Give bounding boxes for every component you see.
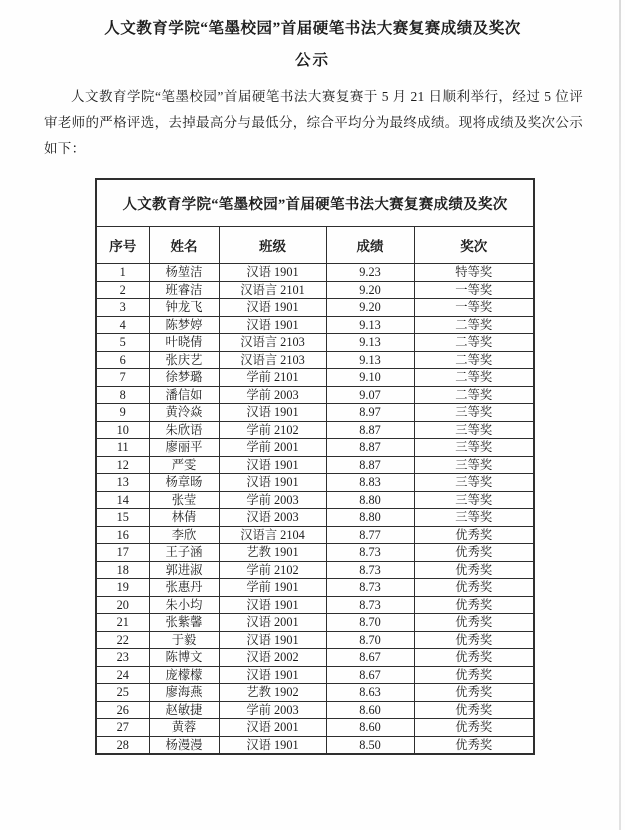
cell-index: 23 [96, 649, 149, 667]
cell-name: 班睿洁 [149, 281, 219, 299]
cell-index: 24 [96, 666, 149, 684]
cell-name: 郭进淑 [149, 561, 219, 579]
cell-class: 艺教 1901 [219, 544, 326, 562]
cell-index: 14 [96, 491, 149, 509]
cell-name: 杨堃洁 [149, 264, 219, 282]
cell-award: 一等奖 [414, 299, 534, 317]
cell-award: 优秀奖 [414, 736, 534, 754]
cell-award: 优秀奖 [414, 579, 534, 597]
cell-name: 张莹 [149, 491, 219, 509]
cell-score: 8.50 [326, 736, 414, 754]
cell-score: 8.67 [326, 666, 414, 684]
table-header-row [96, 227, 534, 264]
cell-score: 8.73 [326, 596, 414, 614]
cell-index: 22 [96, 631, 149, 649]
header-cell-score: 成绩 [326, 227, 414, 264]
cell-score: 8.80 [326, 491, 414, 509]
table-row [96, 386, 534, 404]
table-row [96, 369, 534, 387]
cell-award: 优秀奖 [414, 561, 534, 579]
cell-award: 优秀奖 [414, 684, 534, 702]
cell-class: 学前 2101 [219, 369, 326, 387]
table-row [96, 334, 534, 352]
cell-name: 杨漫漫 [149, 736, 219, 754]
cell-award: 优秀奖 [414, 631, 534, 649]
cell-index: 18 [96, 561, 149, 579]
cell-class: 汉语言 2103 [219, 334, 326, 352]
table-row [96, 719, 534, 737]
cell-name: 于毅 [149, 631, 219, 649]
cell-award: 优秀奖 [414, 596, 534, 614]
table-row [96, 474, 534, 492]
cell-score: 8.87 [326, 421, 414, 439]
cell-award: 三等奖 [414, 474, 534, 492]
table-row [96, 596, 534, 614]
cell-class: 汉语 1901 [219, 596, 326, 614]
table-row [96, 701, 534, 719]
cell-name: 张紫馨 [149, 614, 219, 632]
header-cell-name: 姓名 [149, 227, 219, 264]
cell-award: 优秀奖 [414, 649, 534, 667]
table-row [96, 526, 534, 544]
cell-index: 8 [96, 386, 149, 404]
table-row [96, 666, 534, 684]
cell-score: 8.73 [326, 561, 414, 579]
cell-award: 三等奖 [414, 509, 534, 527]
cell-score: 8.70 [326, 631, 414, 649]
cell-award: 优秀奖 [414, 544, 534, 562]
table-row [96, 316, 534, 334]
cell-score: 8.67 [326, 649, 414, 667]
cell-name: 朱欣语 [149, 421, 219, 439]
cell-award: 优秀奖 [414, 719, 534, 737]
cell-score: 8.87 [326, 439, 414, 457]
cell-index: 2 [96, 281, 149, 299]
cell-class: 汉语 2001 [219, 719, 326, 737]
table-row [96, 404, 534, 422]
cell-name: 潘信如 [149, 386, 219, 404]
cell-class: 汉语言 2103 [219, 351, 326, 369]
cell-index: 12 [96, 456, 149, 474]
cell-index: 17 [96, 544, 149, 562]
cell-index: 25 [96, 684, 149, 702]
cell-award: 优秀奖 [414, 614, 534, 632]
cell-index: 3 [96, 299, 149, 317]
cell-award: 二等奖 [414, 334, 534, 352]
cell-class: 汉语 1901 [219, 316, 326, 334]
page-subtitle: 公示 [294, 52, 330, 69]
cell-award: 三等奖 [414, 421, 534, 439]
cell-index: 20 [96, 596, 149, 614]
cell-award: 二等奖 [414, 369, 534, 387]
cell-name: 陈博文 [149, 649, 219, 667]
cell-class: 学前 1901 [219, 579, 326, 597]
cell-index: 5 [96, 334, 149, 352]
cell-class: 汉语 1901 [219, 666, 326, 684]
cell-score: 8.87 [326, 456, 414, 474]
cell-class: 学前 2102 [219, 421, 326, 439]
cell-index: 26 [96, 701, 149, 719]
cell-name: 严雯 [149, 456, 219, 474]
cell-class: 艺教 1902 [219, 684, 326, 702]
cell-name: 张庆艺 [149, 351, 219, 369]
cell-class: 学前 2003 [219, 701, 326, 719]
cell-class: 汉语言 2104 [219, 526, 326, 544]
results-table [95, 178, 535, 755]
cell-score: 8.70 [326, 614, 414, 632]
cell-name: 陈梦婷 [149, 316, 219, 334]
cell-name: 廖海燕 [149, 684, 219, 702]
cell-score: 9.20 [326, 281, 414, 299]
cell-index: 4 [96, 316, 149, 334]
cell-name: 林倩 [149, 509, 219, 527]
table-row [96, 264, 534, 282]
cell-index: 16 [96, 526, 149, 544]
cell-score: 8.77 [326, 526, 414, 544]
header-cell-award: 奖次 [414, 227, 534, 264]
table-row [96, 421, 534, 439]
table-caption: 人文教育学院“笔墨校园”首届硬笔书法大赛复赛成绩及奖次 [96, 179, 534, 227]
cell-name: 李欣 [149, 526, 219, 544]
cell-class: 汉语 2001 [219, 614, 326, 632]
cell-index: 11 [96, 439, 149, 457]
cell-score: 9.13 [326, 351, 414, 369]
cell-class: 汉语 1901 [219, 456, 326, 474]
cell-score: 8.83 [326, 474, 414, 492]
cell-class: 汉语 1901 [219, 404, 326, 422]
cell-score: 9.13 [326, 316, 414, 334]
cell-score: 9.20 [326, 299, 414, 317]
cell-award: 三等奖 [414, 439, 534, 457]
cell-index: 28 [96, 736, 149, 754]
table-row [96, 631, 534, 649]
cell-index: 27 [96, 719, 149, 737]
table-row [96, 509, 534, 527]
cell-name: 庞檬檬 [149, 666, 219, 684]
cell-index: 15 [96, 509, 149, 527]
table-row [96, 544, 534, 562]
cell-class: 汉语 2003 [219, 509, 326, 527]
cell-score: 8.73 [326, 579, 414, 597]
cell-score: 8.73 [326, 544, 414, 562]
table-row [96, 299, 534, 317]
intro-paragraph: 人文教育学院“笔墨校园”首届硬笔书法大赛复赛于 5 月 21 日顺利举行，经过 5 位评审老师的严格评选，去掉最高分与最低分，综合平均分为最终成绩。现将成绩及奖次公示如下： [44, 89, 583, 156]
cell-index: 10 [96, 421, 149, 439]
cell-index: 6 [96, 351, 149, 369]
cell-index: 7 [96, 369, 149, 387]
cell-score: 9.23 [326, 264, 414, 282]
cell-score: 9.10 [326, 369, 414, 387]
table-body [96, 179, 534, 754]
table-row [96, 491, 534, 509]
header-cell-index: 序号 [96, 227, 149, 264]
cell-award: 优秀奖 [414, 526, 534, 544]
cell-name: 杨章旸 [149, 474, 219, 492]
cell-score: 8.60 [326, 719, 414, 737]
cell-class: 汉语言 2101 [219, 281, 326, 299]
table-row [96, 736, 534, 754]
cell-class: 汉语 2002 [219, 649, 326, 667]
cell-class: 汉语 1901 [219, 299, 326, 317]
cell-index: 21 [96, 614, 149, 632]
cell-award: 特等奖 [414, 264, 534, 282]
table-caption-row [96, 179, 534, 227]
table-row [96, 281, 534, 299]
cell-name: 廖丽平 [149, 439, 219, 457]
cell-name: 朱小均 [149, 596, 219, 614]
cell-score: 8.63 [326, 684, 414, 702]
cell-award: 三等奖 [414, 456, 534, 474]
cell-score: 9.13 [326, 334, 414, 352]
cell-name: 张惠丹 [149, 579, 219, 597]
cell-index: 19 [96, 579, 149, 597]
cell-award: 三等奖 [414, 404, 534, 422]
cell-award: 二等奖 [414, 386, 534, 404]
cell-award: 三等奖 [414, 491, 534, 509]
cell-class: 汉语 1901 [219, 736, 326, 754]
scan-edge-artifact [619, 0, 621, 830]
cell-score: 8.97 [326, 404, 414, 422]
cell-class: 学前 2001 [219, 439, 326, 457]
cell-index: 1 [96, 264, 149, 282]
cell-name: 徐梦璐 [149, 369, 219, 387]
cell-score: 8.80 [326, 509, 414, 527]
cell-name: 叶晓倩 [149, 334, 219, 352]
cell-name: 黄蓉 [149, 719, 219, 737]
table-row [96, 561, 534, 579]
cell-name: 黄泠焱 [149, 404, 219, 422]
cell-index: 13 [96, 474, 149, 492]
cell-class: 学前 2102 [219, 561, 326, 579]
cell-award: 二等奖 [414, 316, 534, 334]
table-row [96, 439, 534, 457]
table-row [96, 579, 534, 597]
cell-class: 汉语 1901 [219, 264, 326, 282]
cell-name: 赵敏捷 [149, 701, 219, 719]
cell-index: 9 [96, 404, 149, 422]
page-title: 人文教育学院“笔墨校园”首届硬笔书法大赛复赛成绩及奖次 [104, 20, 521, 37]
cell-class: 汉语 1901 [219, 474, 326, 492]
cell-award: 优秀奖 [414, 666, 534, 684]
table-row [96, 351, 534, 369]
cell-award: 一等奖 [414, 281, 534, 299]
cell-award: 优秀奖 [414, 701, 534, 719]
cell-class: 汉语 1901 [219, 631, 326, 649]
table-row [96, 614, 534, 632]
cell-name: 王子涵 [149, 544, 219, 562]
table-row [96, 684, 534, 702]
cell-name: 钟龙飞 [149, 299, 219, 317]
table-row [96, 649, 534, 667]
table-row [96, 456, 534, 474]
cell-score: 9.07 [326, 386, 414, 404]
cell-class: 学前 2003 [219, 491, 326, 509]
cell-class: 学前 2003 [219, 386, 326, 404]
cell-score: 8.60 [326, 701, 414, 719]
cell-award: 二等奖 [414, 351, 534, 369]
header-cell-class: 班级 [219, 227, 326, 264]
